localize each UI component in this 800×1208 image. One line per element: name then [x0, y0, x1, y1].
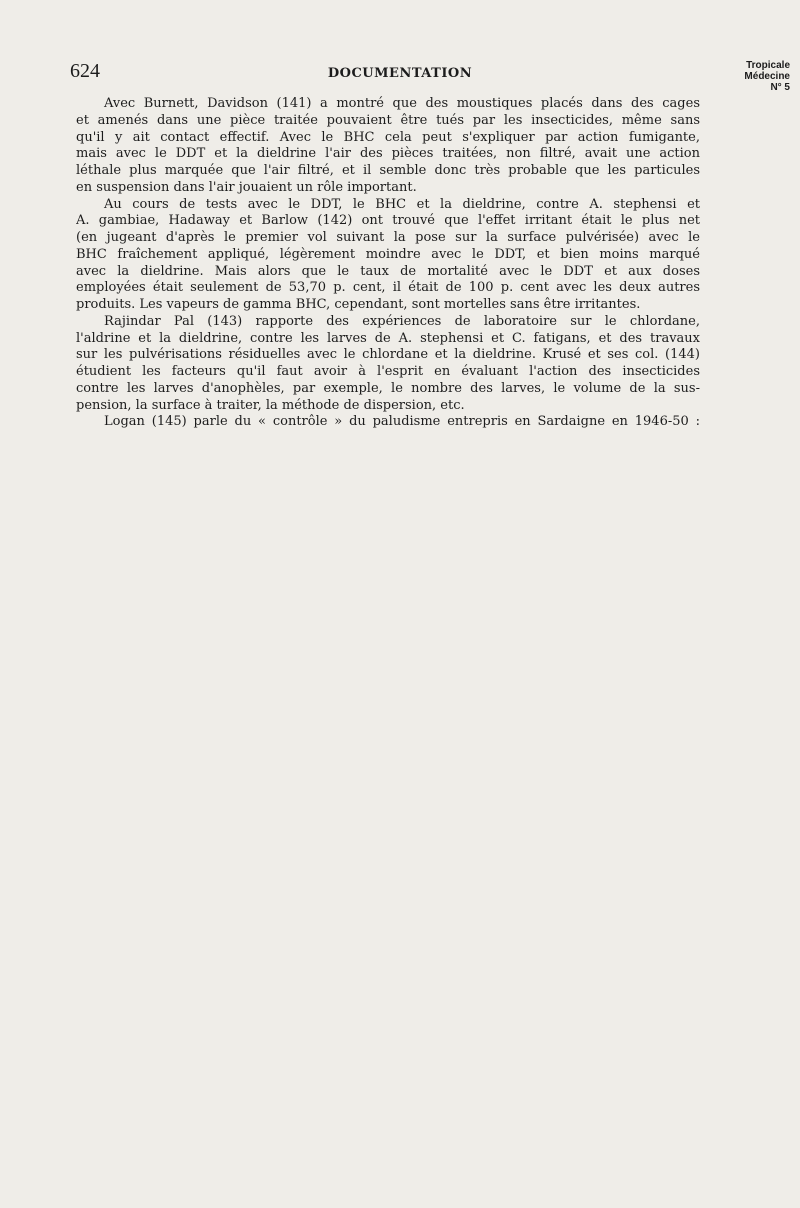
- text-line: avec la dieldrine. Mais alors que le taux de mortalité avec le DDT et aux doses: [76, 263, 700, 279]
- journal-tag-line: Tropicale: [746, 60, 790, 71]
- text-line: produits. Les vapeurs de gamma BHC, cependant, sont mortelles sans être irritantes.: [76, 297, 641, 312]
- text-line: Avec Burnett, Davidson (141) a montré que des moustiques placés dans des cages: [104, 96, 700, 111]
- text-line: Logan (145) parle du « contrôle » du paludisme entrepris en Sardaigne en 1946-50 :: [104, 414, 700, 430]
- text-line: et amenés dans une pièce traitée pouvaient être tués par les insecticides, même sans: [76, 112, 700, 128]
- text-line: Au cours de tests avec le DDT, le BHC et la dieldrine, contre A. stephensi et: [104, 196, 700, 212]
- page-number: 624: [70, 60, 100, 82]
- journal-tag-line: N° 5: [770, 82, 790, 93]
- text-line: en suspension dans l'air jouaient un rôle important.: [76, 179, 417, 195]
- journal-tag: [744, 60, 790, 93]
- text-line: étudient les facteurs qu'il faut avoir à l'esprit en évaluant l'action des insecticides: [76, 364, 700, 379]
- text-line: léthale plus marquée que l'air filtré, et il semble donc très probable que les particules: [76, 163, 700, 178]
- text-line: mais avec le DDT et la dieldrine l'air des pièces traitées, non filtré, avait une action: [76, 146, 700, 162]
- text-line: (en jugeant d'après le premier vol suivant la pose sur la surface pulvérisée) avec le: [76, 230, 700, 245]
- text-line: A. gambiae, Hadaway et Barlow (142) ont trouvé que l'effet irritant était le plus net: [76, 213, 700, 229]
- text-line: qu'il y ait contact effectif. Avec le BHC cela peut s'expliquer par action fumigante,: [76, 129, 700, 145]
- text-line: contre les larves d'anophèles, par exemple, le nombre des larves, le volume de la sus-: [76, 380, 700, 396]
- article-body: [76, 96, 700, 431]
- text-line: Rajindar Pal (143) rapporte des expériences de laboratoire sur le chlordane,: [104, 313, 700, 329]
- running-title: DOCUMENTATION: [327, 66, 473, 81]
- text-line: pension, la surface à traiter, la méthode de dispersion, etc.: [76, 397, 465, 413]
- text-line: BHC fraîchement appliqué, légèrement moindre avec le DDT, et bien moins marqué: [76, 246, 700, 262]
- text-line: l'aldrine et la dieldrine, contre les larves de A. stephensi et C. fatigans, et des travaux: [76, 330, 700, 346]
- journal-tag-line: Médecine: [744, 71, 790, 82]
- text-line: employées était seulement de 53,70 p. cent, il était de 100 p. cent avec les deux autres: [76, 280, 700, 296]
- text-line: sur les pulvérisations résiduelles avec le chlordane et la dieldrine. Krusé et ses col. (144): [76, 347, 700, 363]
